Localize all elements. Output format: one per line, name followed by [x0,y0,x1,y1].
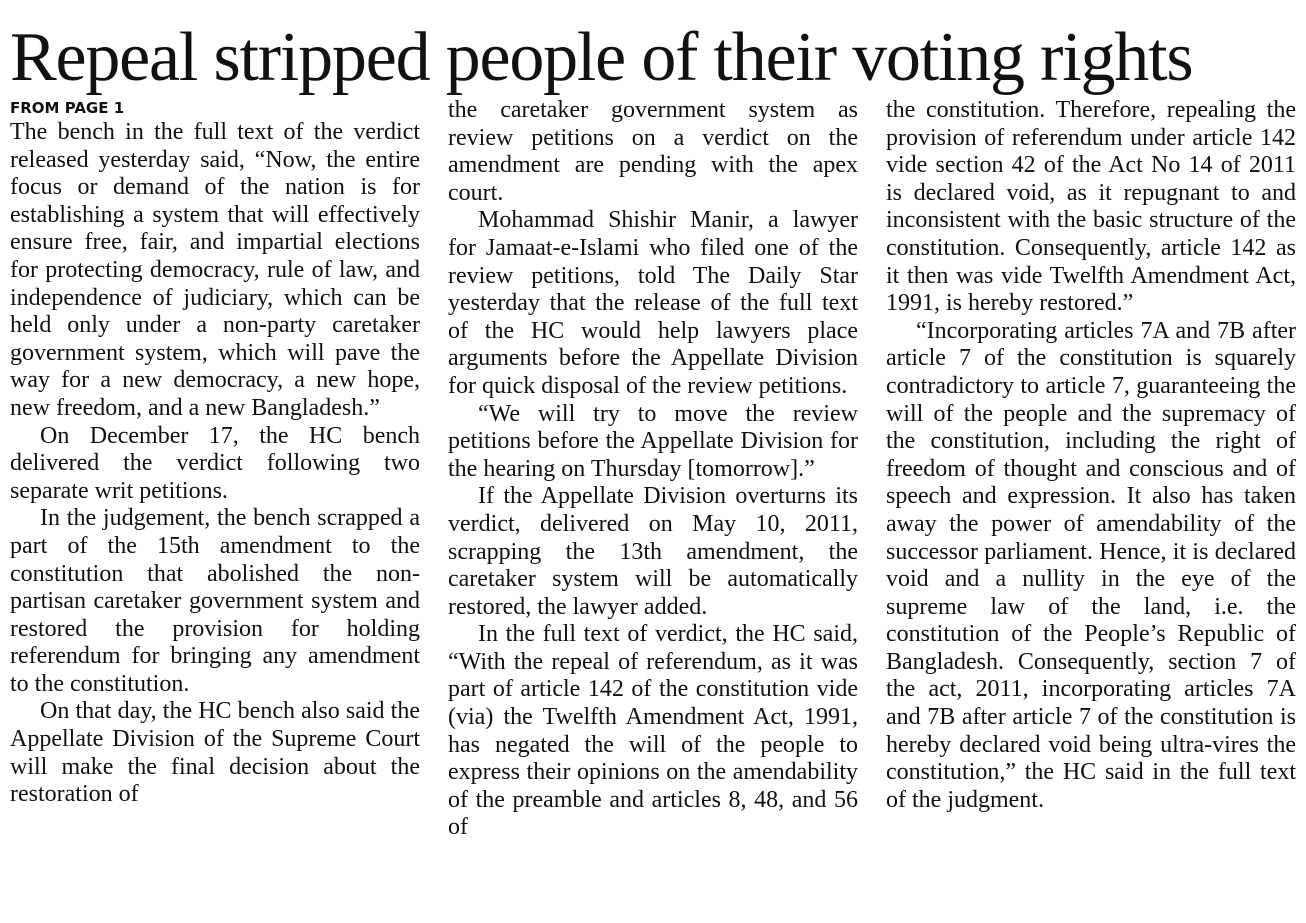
paragraph: “We will try to move the review petitions before the Appellate Division for the hearing on Thursday [tomorrow].” [448,400,858,482]
article-column-3 [886,97,1296,814]
paragraph: In the full text of verdict, the HC said, “With the repeal of referendum, as it was part of article 142 of the constitution vide (via) the Twelfth Amendment Act, 1991, has negated the will of the people to express their opinions on the amendability of the preamble and articles 8, 48, and 56 of [448,621,858,841]
headline: Repeal stripped people of their voting rights [10,19,1193,96]
paragraph: “Incorporating articles 7A and 7B after article 7 of the constitution is squarely contradictory to article 7, guaranteeing the will of the people and the supremacy of the constitution, including the right of freedom of thought and conscious and of speech and expression. It also has taken away the power of amendability of the successor parliament. Hence, it is declared void and a nullity in the eye of the supreme law of the land, i.e. the constitution of the People’s Republic of Bangladesh. Consequently, section 7 of the act, 2011, incorporating articles 7A and 7B after article 7 of the constitution is hereby declared void being ultra-vires the constitution,” the HC said in the full text of the judgment. [886,317,1296,813]
article-column-2 [448,97,858,842]
paragraph: Mohammad Shishir Manir, a lawyer for Jamaat-e-Islami who filed one of the review petitions, told The Daily Star yesterday that the release of the full text of the HC would help lawyers place arguments before the Appellate Division for quick disposal of the review petitions. [448,207,858,399]
paragraph: the constitution. Therefore, repealing the provision of referendum under article 142 vide section 42 of the Act No 14 of 2011 is declared void, as it repugnant to and inconsistent with the basic structure of the constitution. Consequently, article 142 as it then was vide Twelfth Amendment Act, 1991, is hereby restored.” [886,97,1296,317]
paragraph: the caretaker government system as review petitions on a verdict on the amendment are pending with the apex court. [448,97,858,206]
continuation-kicker: FROM PAGE 1 [10,99,125,117]
paragraph: The bench in the full text of the verdict released yesterday said, “Now, the entire focus or demand of the nation is for establishing a system that will effectively ensure free, fair, and impartial elections for protecting democracy, rule of law, and independence of judiciary, which can be held only under a non-party caretaker government system, which will pave the way for a new democracy, a new hope, new freedom, and a new Bangladesh.” [10,119,420,421]
paragraph: In the judgement, the bench scrapped a part of the 15th amendment to the constitution that abolished the non-partisan caretaker government system and restored the provision for holding referendum for bringing any amendment to the constitution. [10,505,420,697]
article-column-1 [10,97,420,809]
paragraph: On December 17, the HC bench delivered the verdict following two separate writ petitions. [10,422,420,504]
paragraph: If the Appellate Division overturns its verdict, delivered on May 10, 2011, scrapping the 13th amendment, the caretaker system will be automatically restored, the lawyer added. [448,483,858,620]
paragraph: On that day, the HC bench also said the Appellate Division of the Supreme Court will make the final decision about the restoration of [10,698,420,808]
